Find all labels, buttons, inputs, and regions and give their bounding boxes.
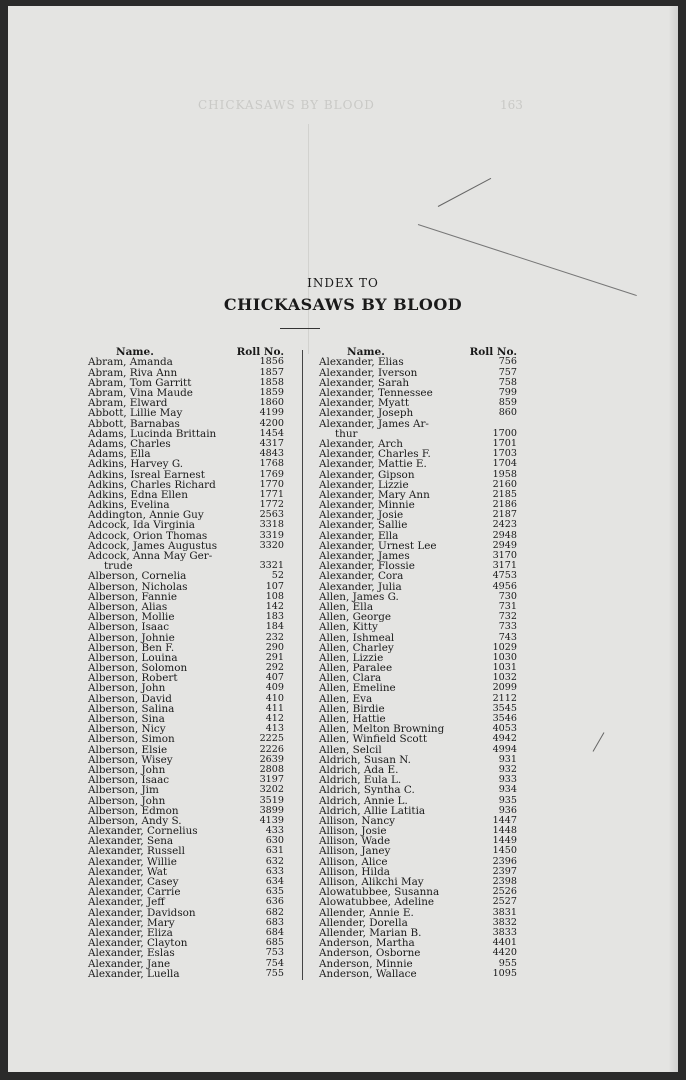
roll-header: Roll No.: [236, 346, 284, 358]
entry-name: Alexander, James Ar-: [319, 417, 429, 430]
entry-roll-number: 183: [265, 611, 284, 623]
entry-name: Addington, Annie Guy: [88, 509, 204, 522]
entry-name: Adkins, Charles Richard: [88, 478, 216, 491]
entry-roll-number: 107: [265, 580, 284, 592]
entry-roll-number: 3320: [259, 539, 284, 551]
entry-name: Alberson, Edmon: [88, 804, 179, 817]
bleed-through-divider: [308, 124, 309, 354]
entry-name: Alexander, Ella: [319, 529, 399, 542]
entry-name: Alexander, Elias: [319, 356, 404, 369]
entry-roll-number: 3545: [492, 702, 517, 714]
entry-roll-number: 860: [498, 407, 517, 419]
pencil-mark: [438, 178, 491, 207]
entry-name: Alexander, James: [319, 550, 410, 563]
name-header: Name.: [347, 346, 385, 358]
entry-name: Alberson, Jim: [88, 784, 159, 797]
entry-name: Alberson, Robert: [88, 672, 178, 685]
entry-name: Alexander, Willie: [88, 855, 177, 868]
entry-name: thur: [335, 427, 358, 440]
entry-roll-number: 3546: [492, 713, 517, 725]
entry-name: Alberson, Mollie: [88, 611, 175, 624]
name-header: Name.: [116, 346, 154, 358]
entry-roll-number: 1031: [492, 662, 517, 674]
entry-name: Adcock, Anna May Ger-: [88, 550, 213, 563]
entry-roll-number: 753: [265, 947, 284, 959]
entry-roll-number: 743: [498, 631, 517, 643]
entry-roll-number: 936: [498, 804, 517, 816]
entry-name: Anderson, Martha: [319, 937, 415, 950]
entry-name: Alberson, Elsie: [88, 743, 168, 756]
entry-name: Alexander, Luella: [88, 967, 180, 980]
page-title: CHICKASAWS BY BLOOD: [223, 295, 463, 314]
entry-name: Allen, Winfield Scott: [319, 733, 428, 746]
entry-roll-number: 683: [265, 916, 284, 928]
entry-roll-number: 934: [498, 784, 517, 796]
entry-name: Allen, Selcil: [319, 743, 382, 756]
entry-name: Adkins, Harvey G.: [88, 458, 184, 471]
entry-name: Aldrich, Syntha C.: [319, 784, 415, 797]
entry-name: Allender, Dorella: [319, 916, 408, 929]
entry-name: Alberson, Simon: [88, 733, 175, 746]
entry-roll-number: 1700: [492, 427, 517, 439]
entry-roll-number: 1029: [492, 641, 517, 653]
entry-roll-number: 631: [265, 845, 284, 857]
entry-roll-number: 1701: [492, 437, 517, 449]
entry-roll-number: 2160: [492, 478, 517, 490]
entry-roll-number: 1859: [259, 387, 284, 399]
entry-name: Allison, Wade: [319, 835, 391, 848]
entry-name: Alexander, Lizzie: [319, 478, 409, 491]
entry-name: Alberson, Andy S.: [88, 814, 182, 827]
entry-roll-number: 682: [265, 906, 284, 918]
entry-roll-number: 1856: [259, 356, 284, 368]
entry-name: Allison, Janey: [319, 845, 391, 858]
entry-roll-number: 859: [498, 397, 517, 409]
entry-roll-number: 2186: [492, 499, 517, 511]
entry-name: Alexander, Mattie E.: [319, 458, 427, 471]
entry-roll-number: 733: [498, 621, 517, 633]
entry-roll-number: 931: [498, 753, 517, 765]
entry-roll-number: 410: [265, 692, 284, 704]
entry-name: Alberson, David: [88, 692, 172, 705]
entry-roll-number: 636: [265, 896, 284, 908]
entry-name: Allen, Kitty: [319, 621, 378, 634]
bleed-through-title: CHICKASAWS BY BLOOD: [198, 98, 375, 112]
entry-roll-number: 4139: [259, 814, 284, 826]
entry-roll-number: 632: [265, 855, 284, 867]
entry-name: Alberson, John: [88, 763, 166, 776]
entry-roll-number: 4317: [259, 437, 284, 449]
entry-roll-number: 2112: [492, 692, 517, 704]
entry-name: Allender, Marian B.: [319, 926, 422, 939]
entry-name: Abram, Vina Maude: [88, 387, 193, 400]
entry-name: Aldrich, Eula L.: [319, 774, 402, 787]
entry-roll-number: 4942: [492, 733, 517, 745]
entry-roll-number: 1769: [259, 468, 284, 480]
entry-name: Abbott, Barnabas: [88, 417, 180, 430]
entry-roll-number: 2225: [259, 733, 284, 745]
pencil-mark: [593, 732, 605, 752]
entry-roll-number: 1958: [492, 468, 517, 480]
entry-roll-number: 2397: [492, 865, 517, 877]
entry-roll-number: 2185: [492, 488, 517, 500]
entry-name: Adkins, Evelina: [88, 499, 170, 512]
entry-name: Alexander, Gipson: [319, 468, 415, 481]
entry-name: Alexander, Casey: [88, 876, 179, 889]
entry-name: Allen, Eva: [319, 692, 373, 705]
entry-name: Allen, Clara: [319, 672, 382, 685]
entry-name: Alexander, Myatt: [319, 397, 410, 410]
entry-name: Alexander, Cornelius: [88, 825, 198, 838]
entry-name: Alberson, Louina: [88, 651, 178, 664]
entry-name: Adkins, Edna Ellen: [88, 488, 188, 501]
entry-roll-number: 1857: [259, 366, 284, 378]
entry-roll-number: 955: [498, 957, 517, 969]
left-column: [88, 347, 284, 979]
entry-roll-number: 4401: [492, 937, 517, 949]
entry-roll-number: 4200: [259, 417, 284, 429]
entry-name: Alexander, Iverson: [319, 366, 418, 379]
entry-name: Allen, Charley: [319, 641, 394, 654]
title-rule: [280, 328, 320, 329]
entry-name: Alberson, Wisey: [88, 753, 173, 766]
entry-name: Adcock, Ida Virginia: [88, 519, 196, 532]
entry-name: Alexander, Tennessee: [319, 387, 433, 400]
entry-name: Allender, Annie E.: [319, 906, 414, 919]
entry-name: Allen, Lizzie: [319, 651, 384, 664]
entry-roll-number: 292: [265, 662, 284, 674]
entry-name: Adkins, Isreal Earnest: [88, 468, 205, 481]
entry-roll-number: 433: [265, 825, 284, 837]
entry-name: Adams, Charles: [88, 437, 171, 450]
entry-name: Anderson, Wallace: [319, 967, 417, 980]
entry-name: Alexander, Arch: [319, 437, 403, 450]
entry-name: Abram, Tom Garritt: [88, 376, 192, 389]
entry-name: Alexander, Minnie: [319, 499, 415, 512]
entry-roll-number: 1703: [492, 448, 517, 460]
entry-roll-number: 732: [498, 611, 517, 623]
entry-roll-number: 3202: [259, 784, 284, 796]
entry-roll-number: 730: [498, 590, 517, 602]
index-entry: [319, 969, 517, 979]
entry-name: Abram, Amanda: [88, 356, 173, 369]
entry-roll-number: 3899: [259, 804, 284, 816]
entry-roll-number: 232: [265, 631, 284, 643]
bleed-through-page-number: 163: [500, 98, 523, 112]
entry-name: Allen, George: [319, 611, 392, 624]
entry-roll-number: 4053: [492, 723, 517, 735]
entry-name: Abram, Elward: [88, 397, 168, 410]
entry-roll-number: 2423: [492, 519, 517, 531]
entry-name: Alexander, Sallie: [319, 519, 408, 532]
entry-roll-number: 2639: [259, 753, 284, 765]
entry-roll-number: 3831: [492, 906, 517, 918]
entry-roll-number: 1447: [492, 814, 517, 826]
entry-roll-number: 635: [265, 886, 284, 898]
entry-roll-number: 933: [498, 774, 517, 786]
entry-roll-number: 3170: [492, 550, 517, 562]
entry-name: Alexander, Wat: [88, 865, 168, 878]
entry-roll-number: 630: [265, 835, 284, 847]
page-edge-shadow: [668, 6, 678, 1072]
entry-name: Alexander, Flossie: [319, 560, 415, 573]
entry-roll-number: 2527: [492, 896, 517, 908]
column-divider: [302, 350, 303, 980]
entry-name: Alexander, Sarah: [319, 376, 410, 389]
entry-name: Allen, Emeline: [319, 682, 396, 695]
entry-name: Alberson, Nicy: [88, 723, 166, 736]
entry-name: Alexander, Charles F.: [319, 448, 431, 461]
entry-roll-number: 3519: [259, 794, 284, 806]
entry-name: Alexander, Mary Ann: [319, 488, 430, 501]
entry-roll-number: 3197: [259, 774, 284, 786]
entry-roll-number: 1448: [492, 825, 517, 837]
entry-name: Aldrich, Allie Latitia: [319, 804, 426, 817]
entry-roll-number: 407: [265, 672, 284, 684]
entry-roll-number: 932: [498, 763, 517, 775]
entry-roll-number: 1771: [259, 488, 284, 500]
entry-name: Allen, Ella: [319, 600, 374, 613]
entry-name: Aldrich, Annie L.: [319, 794, 408, 807]
entry-roll-number: 290: [265, 641, 284, 653]
entry-roll-number: 52: [271, 570, 284, 582]
entry-name: Alexander, Jeff: [88, 896, 165, 909]
entry-roll-number: 1858: [259, 376, 284, 388]
entry-roll-number: 184: [265, 621, 284, 633]
entry-name: Aldrich, Susan N.: [319, 753, 411, 766]
document-page: [8, 6, 678, 1072]
entry-roll-number: 1095: [492, 967, 517, 979]
entry-roll-number: 4753: [492, 570, 517, 582]
entry-name: Alberson, Salina: [88, 702, 175, 715]
entry-roll-number: 935: [498, 794, 517, 806]
entry-name: Adams, Ella: [88, 448, 151, 461]
entry-roll-number: 409: [265, 682, 284, 694]
entry-name: Adams, Lucinda Brittain: [88, 427, 217, 440]
entry-roll-number: 731: [498, 600, 517, 612]
entry-name: Alberson, Isaac: [88, 621, 170, 634]
entry-name: Aldrich, Ada E.: [319, 763, 399, 776]
entry-roll-number: 4199: [259, 407, 284, 419]
entry-roll-number: 685: [265, 937, 284, 949]
entry-roll-number: 1860: [259, 397, 284, 409]
entry-roll-number: 2526: [492, 886, 517, 898]
entry-name: Alexander, Joseph: [319, 407, 414, 420]
entry-name: Alexander, Urnest Lee: [319, 539, 437, 552]
entry-name: Abram, Riva Ann: [88, 366, 178, 379]
entry-name: Adcock, Orion Thomas: [88, 529, 208, 542]
entry-name: Allison, Alikchi May: [319, 876, 424, 889]
entry-name: Alberson, Fannie: [88, 590, 178, 603]
entry-roll-number: 411: [265, 702, 284, 714]
entry-roll-number: 3833: [492, 926, 517, 938]
entry-roll-number: 1449: [492, 835, 517, 847]
entry-name: Alberson, Isaac: [88, 774, 170, 787]
entry-name: Alberson, Alias: [88, 600, 168, 613]
entry-name: Anderson, Osborne: [319, 947, 421, 960]
entry-roll-number: 1030: [492, 651, 517, 663]
entry-roll-number: 2563: [259, 509, 284, 521]
entry-roll-number: 4420: [492, 947, 517, 959]
entry-roll-number: 3319: [259, 529, 284, 541]
entry-name: Alexander, Julia: [319, 580, 402, 593]
entry-roll-number: 754: [265, 957, 284, 969]
entry-roll-number: 755: [265, 967, 284, 979]
roll-header: Roll No.: [469, 346, 517, 358]
entry-roll-number: 2949: [492, 539, 517, 551]
entry-roll-number: 757: [498, 366, 517, 378]
entry-roll-number: 3321: [259, 560, 284, 572]
entry-roll-number: 412: [265, 713, 284, 725]
entry-name: Allen, Hattie: [319, 713, 386, 726]
entry-roll-number: 2396: [492, 855, 517, 867]
entry-roll-number: 413: [265, 723, 284, 735]
entry-name: Alexander, Josie: [319, 509, 404, 522]
entry-roll-number: 2808: [259, 763, 284, 775]
entry-name: Alberson, Solomon: [88, 662, 188, 675]
index-heading: INDEX TO: [307, 276, 379, 290]
entry-roll-number: 1450: [492, 845, 517, 857]
entry-name: Alexander, Eslas: [88, 947, 175, 960]
index-entry: [88, 969, 284, 979]
entry-name: Alexander, Russell: [88, 845, 185, 858]
entry-roll-number: 799: [498, 387, 517, 399]
entry-name: Allison, Hilda: [319, 865, 390, 878]
entry-roll-number: 2398: [492, 876, 517, 888]
entry-roll-number: 4994: [492, 743, 517, 755]
entry-name: Alexander, Jane: [88, 957, 171, 970]
entry-name: Allen, Ishmeal: [319, 631, 395, 644]
entry-name: Alexander, Davidson: [88, 906, 196, 919]
entry-name: Abbott, Lillie May: [88, 407, 183, 420]
left-entry-list: [88, 358, 284, 979]
entry-roll-number: 2187: [492, 509, 517, 521]
entry-name: Alowatubbee, Susanna: [319, 886, 440, 899]
entry-name: Alberson, John: [88, 794, 166, 807]
entry-roll-number: 1032: [492, 672, 517, 684]
entry-roll-number: 1768: [259, 458, 284, 470]
entry-name: Allison, Alice: [319, 855, 388, 868]
entry-roll-number: 2226: [259, 743, 284, 755]
right-column: [319, 347, 517, 979]
entry-name: Alberson, Cornelia: [88, 570, 187, 583]
entry-roll-number: 2099: [492, 682, 517, 694]
entry-roll-number: 3318: [259, 519, 284, 531]
entry-name: Alberson, John: [88, 682, 166, 695]
entry-roll-number: 3832: [492, 916, 517, 928]
entry-roll-number: 108: [265, 590, 284, 602]
entry-name: Alexander, Eliza: [88, 926, 173, 939]
entry-roll-number: 756: [498, 356, 517, 368]
entry-roll-number: 2948: [492, 529, 517, 541]
entry-name: Alberson, Sina: [88, 713, 165, 726]
entry-roll-number: 291: [265, 651, 284, 663]
entry-name: Allison, Josie: [319, 825, 387, 838]
entry-name: Allen, Birdie: [319, 702, 385, 715]
entry-name: Anderson, Minnie: [319, 957, 413, 970]
entry-name: Allen, Paralee: [319, 662, 393, 675]
entry-name: Allen, Melton Browning: [319, 723, 445, 736]
entry-roll-number: 1772: [259, 499, 284, 511]
entry-name: Alberson, Ben F.: [88, 641, 175, 654]
right-entry-list: [319, 358, 517, 979]
entry-roll-number: 4956: [492, 580, 517, 592]
entry-roll-number: 142: [265, 600, 284, 612]
entry-roll-number: 684: [265, 926, 284, 938]
entry-roll-number: 3171: [492, 560, 517, 572]
entry-name: Alexander, Carrie: [88, 886, 181, 899]
entry-roll-number: 633: [265, 865, 284, 877]
entry-name: trude: [104, 560, 133, 573]
entry-roll-number: 1454: [259, 427, 284, 439]
entry-name: Alexander, Sena: [88, 835, 174, 848]
entry-name: Alowatubbee, Adeline: [319, 896, 435, 909]
entry-roll-number: 1770: [259, 478, 284, 490]
entry-roll-number: 4843: [259, 448, 284, 460]
entry-name: Allison, Nancy: [319, 814, 396, 827]
entry-name: Alberson, Johnie: [88, 631, 175, 644]
entry-name: Alexander, Cora: [319, 570, 404, 583]
entry-name: Alberson, Nicholas: [88, 580, 188, 593]
entry-roll-number: 634: [265, 876, 284, 888]
entry-roll-number: 1704: [492, 458, 517, 470]
entry-roll-number: 758: [498, 376, 517, 388]
entry-name: Alexander, Mary: [88, 916, 175, 929]
entry-name: Alexander, Clayton: [88, 937, 188, 950]
entry-name: Allen, James G.: [319, 590, 399, 603]
entry-name: Adcock, James Augustus: [88, 539, 218, 552]
